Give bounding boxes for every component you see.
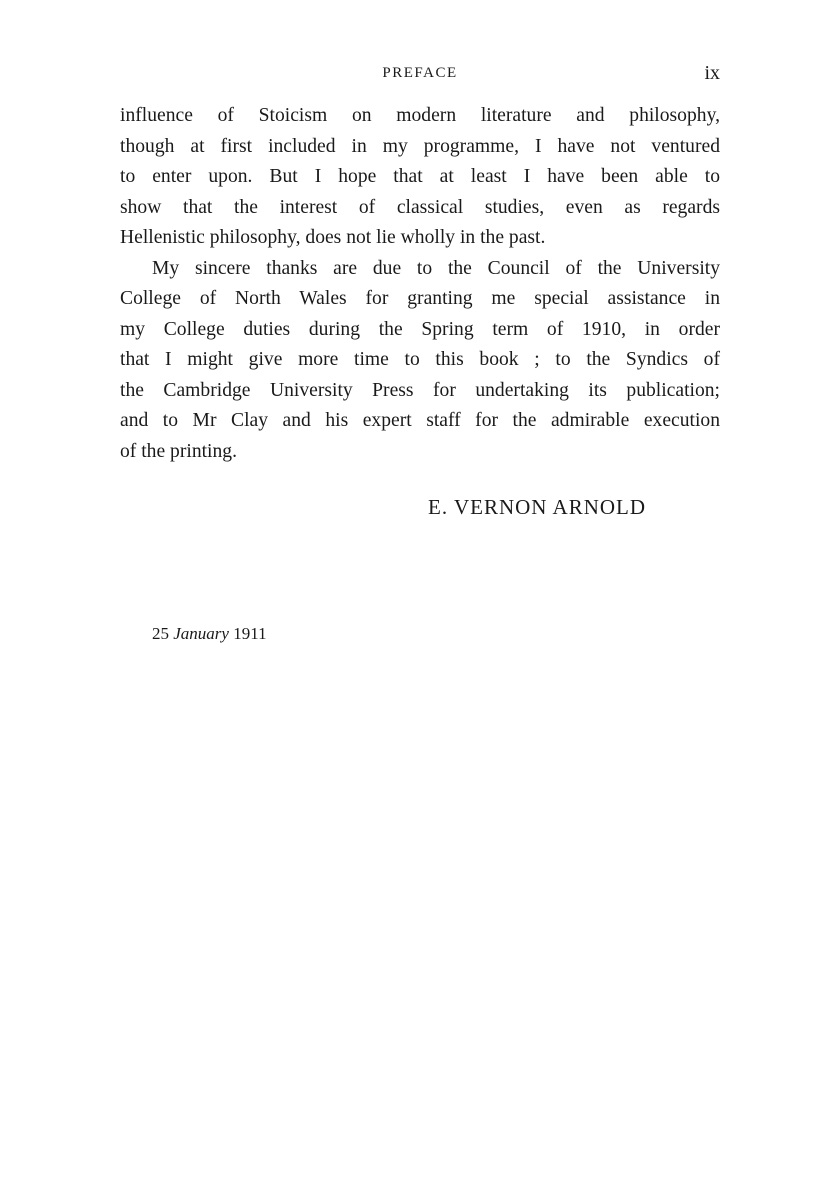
date-year: 1911 (233, 624, 267, 643)
text-line: the Cambridge University Press for undertaking its publication; (120, 379, 720, 401)
text-line: of the printing. (120, 440, 237, 462)
text-line: Hellenistic philosophy, does not lie wholly in the past. (120, 227, 546, 248)
text-line: and to Mr Clay and his expert staff for the admirable execution (120, 410, 720, 431)
text-line: College of North Wales for granting me special assistance in (120, 288, 720, 309)
date-day: 25 (152, 624, 169, 643)
text-line: My sincere thanks are due to the Council of the University (152, 257, 720, 279)
text-line: my College duties during the Spring term of 1910, in order (120, 318, 720, 340)
text-line: to enter upon. But I hope that at least I have been able to (120, 166, 720, 187)
preface-body (120, 101, 720, 467)
date-month: January (173, 624, 229, 643)
running-title: PREFACE (382, 65, 458, 81)
paragraph-1 (120, 101, 720, 254)
dateline (152, 624, 267, 644)
page-number: ix (704, 62, 720, 84)
text-line: though at first included in my programme, I have not ventured (120, 135, 720, 157)
author-signature: E. VERNON ARNOLD (428, 495, 647, 519)
text-line: show that the interest of classical studies, even as regards (120, 196, 720, 218)
text-line: that I might give more time to this book ; to the Syndics of (120, 349, 720, 370)
text-line: influence of Stoicism on modern literature and philosophy, (120, 105, 720, 126)
paragraph-2 (120, 254, 720, 468)
running-head (120, 62, 720, 86)
